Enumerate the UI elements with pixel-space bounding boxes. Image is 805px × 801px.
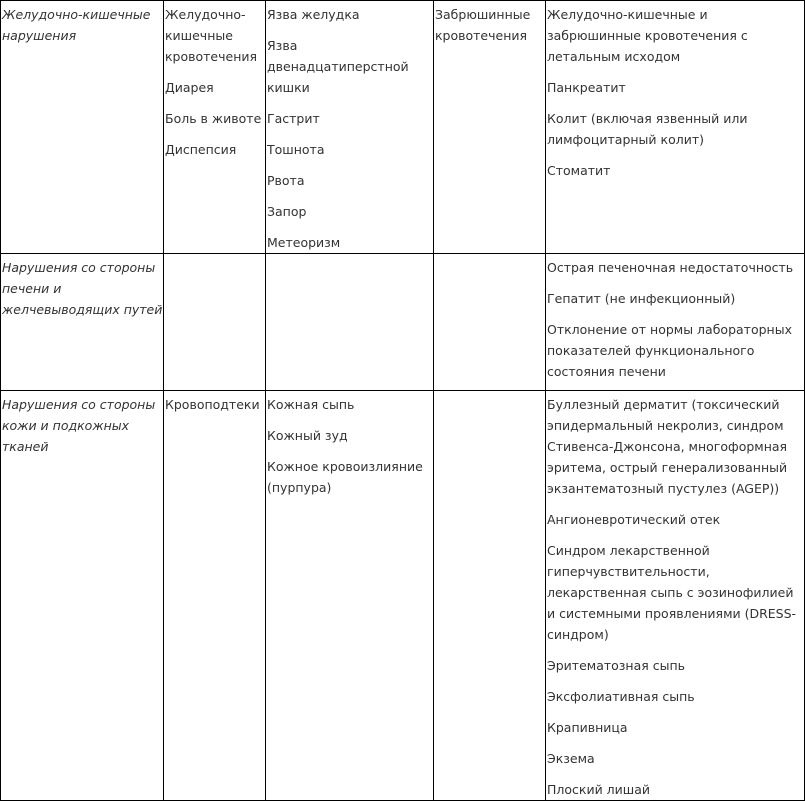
reaction-item: Тошнота	[267, 142, 325, 157]
reaction-item: Гастрит	[267, 111, 320, 126]
organ-class-cell	[1, 1, 164, 254]
reaction-item: Язва желудка	[267, 7, 360, 22]
reaction-item: Запор	[267, 204, 307, 219]
organ-class-cell	[1, 254, 164, 391]
frequency-cell-1	[164, 254, 266, 391]
reaction-item: Плоский лишай	[547, 782, 651, 797]
reaction-item: Синдром лекарственной гиперчувствительности, лекарственная сыпь с эозинофилией и системными проявлениями (DRESS-синдром)	[547, 543, 797, 642]
frequency-cell-4	[546, 391, 805, 801]
frequency-cell-1	[164, 391, 266, 801]
reaction-item: Кожное кровоизлияние (пурпура)	[267, 459, 423, 495]
organ-class-label: Нарушения со стороны кожи и подкожных тканей	[2, 397, 156, 454]
reaction-item: Буллезный дерматит (токсический эпидермальный некролиз, синдром Стивенса-Джонсона, многоформная эритема, острый генерализованный экзантематозный пустулез (AGEP))	[547, 397, 788, 496]
frequency-cell-3	[434, 391, 546, 801]
reaction-item: Эритематозная сыпь	[547, 658, 686, 673]
reaction-item: Эксфолиативная сыпь	[547, 689, 695, 704]
table-row-hepatobiliary	[1, 254, 805, 391]
reaction-item: Кожный зуд	[267, 428, 348, 443]
frequency-cell-2	[266, 1, 434, 254]
organ-class-cell	[1, 391, 164, 801]
frequency-cell-2	[266, 254, 434, 391]
frequency-cell-2	[266, 391, 434, 801]
frequency-cell-4	[546, 1, 805, 254]
organ-class-label: Желудочно-кишечные нарушения	[2, 7, 151, 43]
organ-class-label: Нарушения со стороны печени и желчевыводящих путей	[2, 260, 163, 317]
table-row-skin	[1, 391, 805, 801]
reaction-item: Кровоподтеки	[165, 397, 260, 412]
table-row-gastrointestinal	[1, 1, 805, 254]
frequency-cell-4	[546, 254, 805, 391]
reaction-item: Боль в животе	[165, 111, 262, 126]
reaction-item: Язва двенадцатиперстной кишки	[267, 38, 409, 95]
reaction-item: Диарея	[165, 80, 214, 95]
reaction-item: Желудочно-кишечные кровотечения	[165, 7, 258, 64]
reaction-item: Рвота	[267, 173, 305, 188]
frequency-cell-3	[434, 1, 546, 254]
reaction-item: Экзема	[547, 751, 595, 766]
reaction-item: Диспепсия	[165, 142, 237, 157]
reaction-item: Стоматит	[547, 163, 611, 178]
reaction-item: Отклонение от нормы лабораторных показателей функционального состояния печени	[547, 322, 792, 379]
reaction-item: Панкреатит	[547, 80, 626, 95]
reaction-item: Забрюшинные кровотечения	[435, 7, 531, 43]
reaction-item: Острая печеночная недостаточность	[547, 260, 794, 275]
reaction-item: Кожная сыпь	[267, 397, 355, 412]
reaction-item: Желудочно-кишечные и забрюшинные кровотечения с летальным исходом	[547, 7, 748, 64]
reaction-item: Крапивница	[547, 720, 628, 735]
frequency-cell-3	[434, 254, 546, 391]
reaction-item: Колит (включая язвенный или лимфоцитарный колит)	[547, 111, 748, 147]
frequency-cell-1	[164, 1, 266, 254]
reaction-item: Метеоризм	[267, 235, 341, 250]
reaction-item: Ангионевротический отек	[547, 512, 721, 527]
reaction-item: Гепатит (не инфекционный)	[547, 291, 736, 306]
